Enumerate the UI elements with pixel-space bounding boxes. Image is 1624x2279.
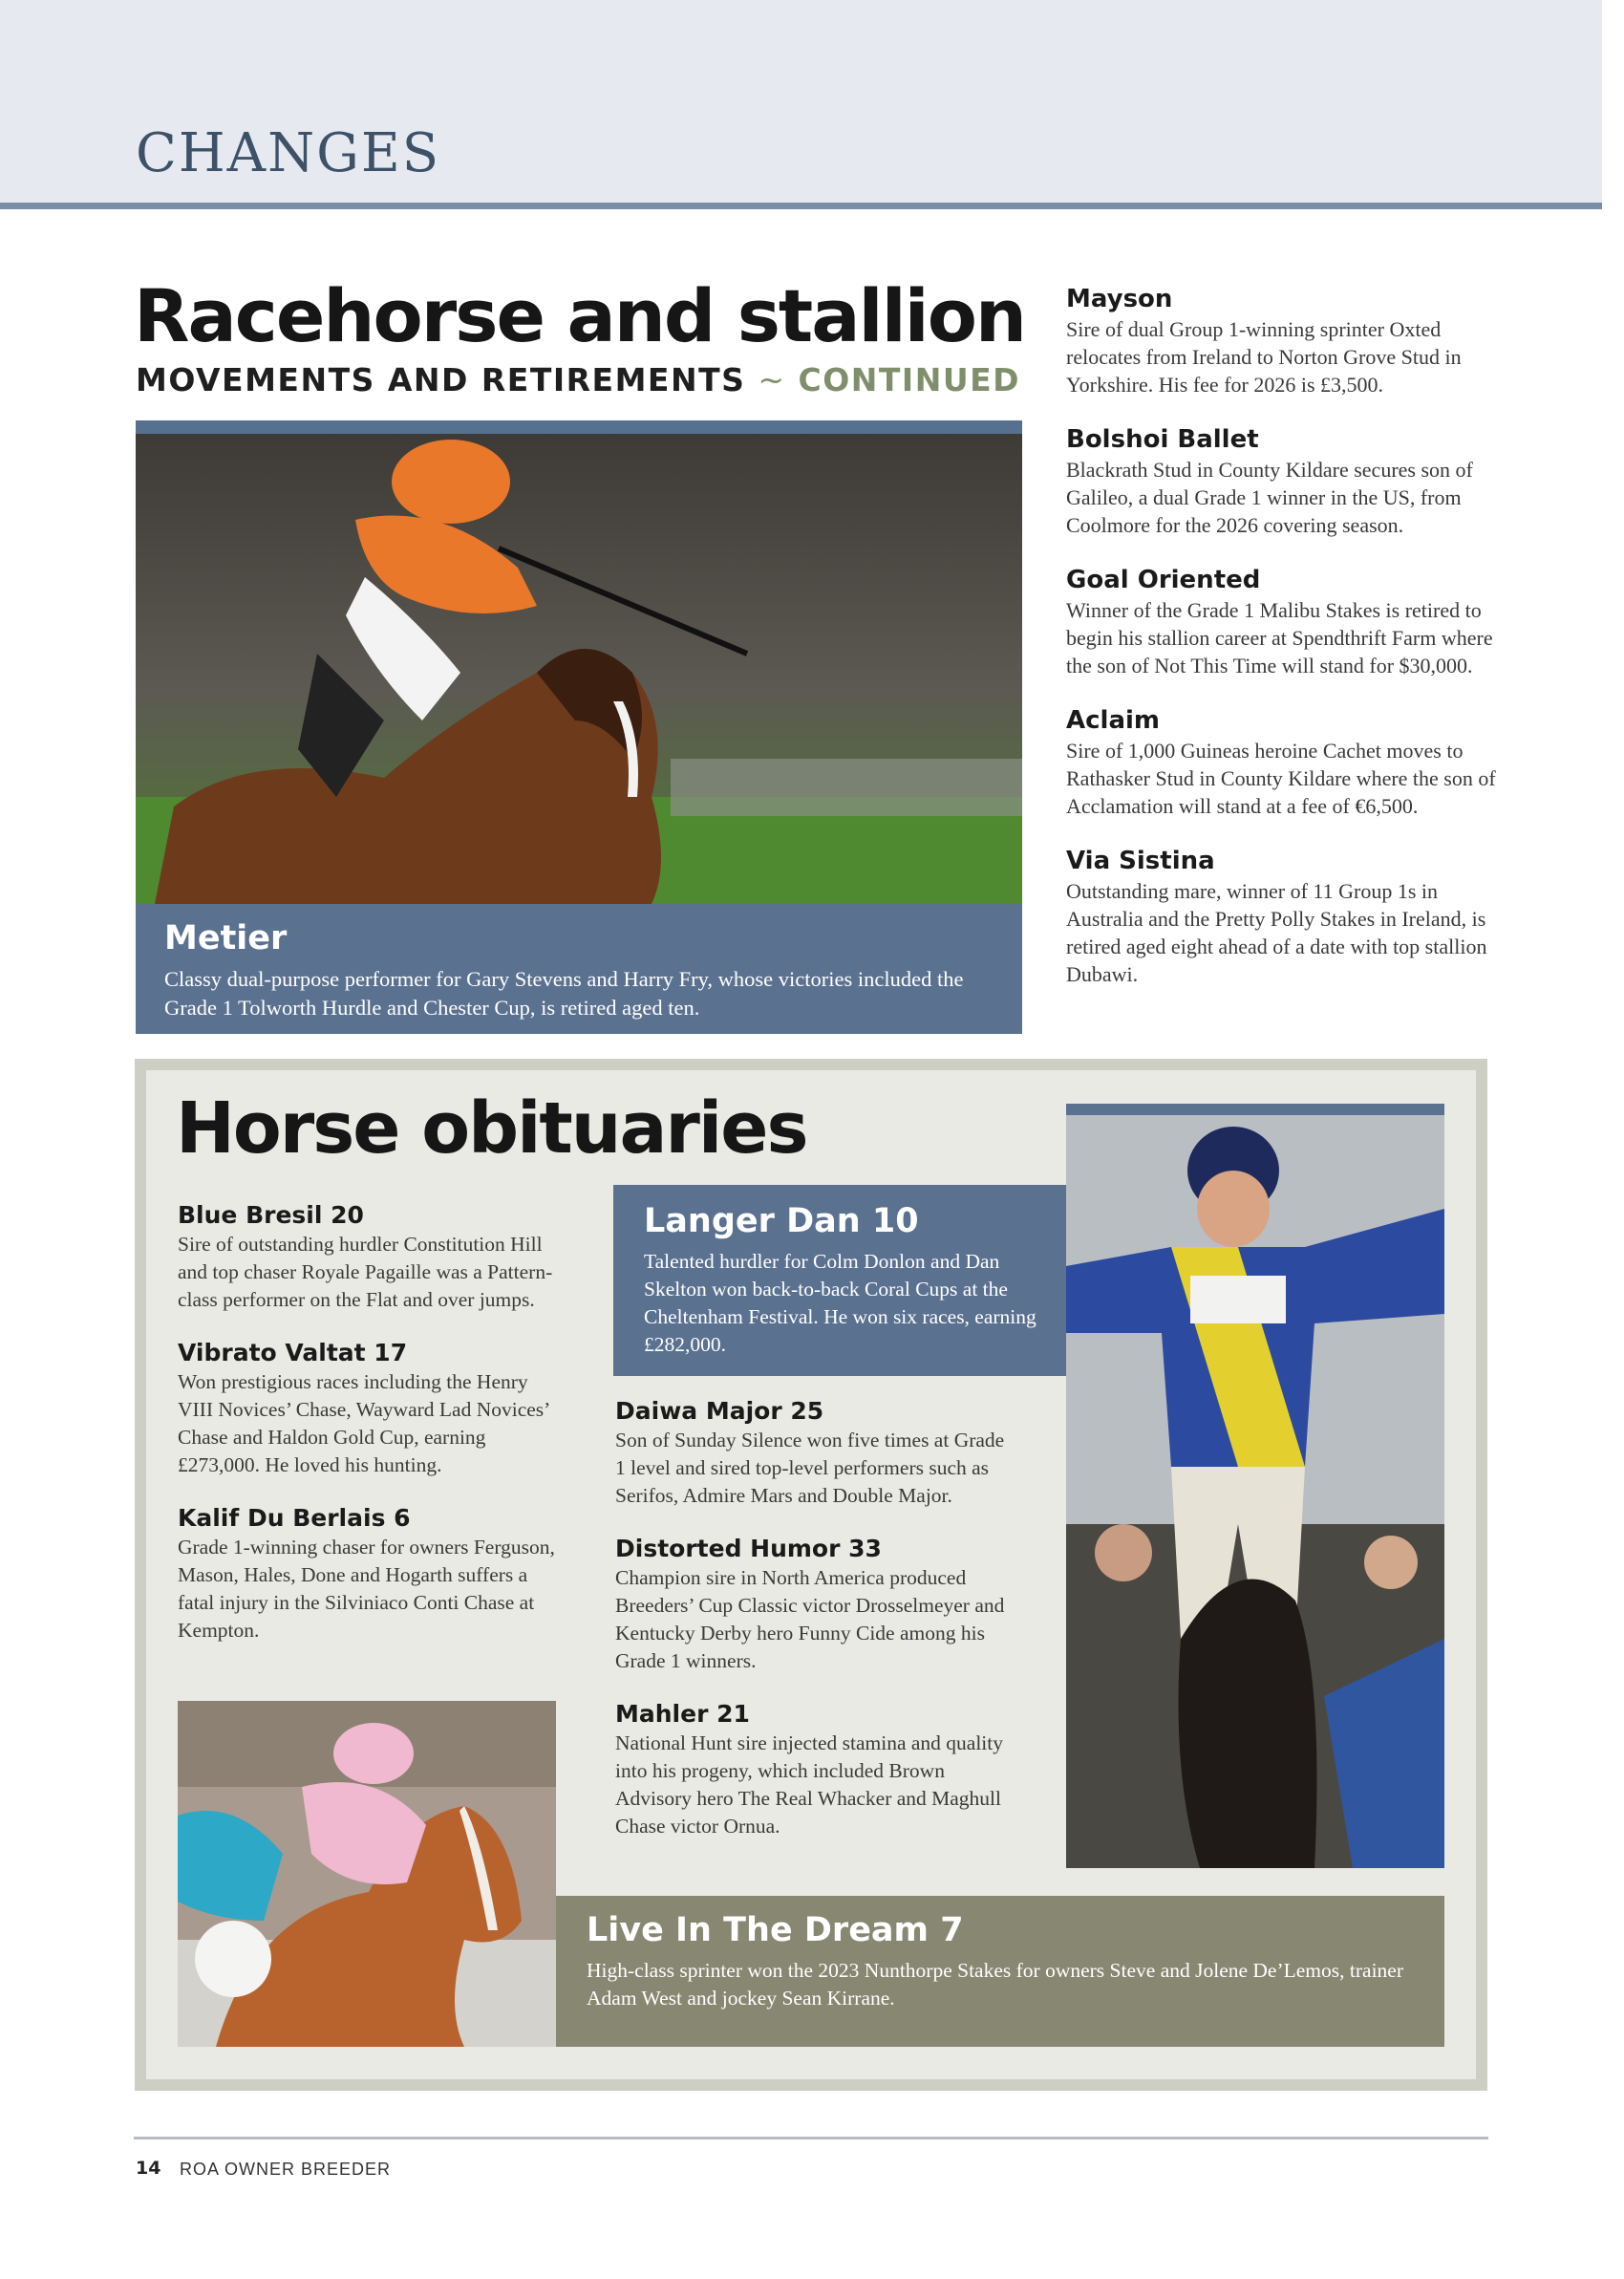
movement-text: Sire of dual Group 1-winning sprinter Oxted relocates from Ireland to Norton Grove Stud in Yorkshire. His fee for 2026 is £3,500.	[1066, 317, 1462, 397]
jockey-image	[1066, 1104, 1444, 1868]
feature-topbar	[136, 420, 1022, 434]
obituary-name: Mahler 21	[615, 1700, 750, 1728]
movement-text: Outstanding mare, winner of 11 Group 1s in Australia and the Pretty Polly Stakes in Ireland, is retired aged eight ahead of a date with top stallion Dubawi.	[1066, 879, 1487, 986]
obituaries-left-column	[178, 1199, 560, 1667]
section-title: CHANGES	[136, 122, 441, 184]
racehorse-image	[136, 434, 1022, 904]
obituary-highlight-box	[613, 1185, 1066, 1376]
obituary-horse-photo	[178, 1701, 556, 2047]
movement-text: Sire of 1,000 Guineas heroine Cachet moves to Rathasker Stud in County Kildare where the son of Acclamation will stand at a fee of €6,500.	[1066, 739, 1496, 818]
obituary-text: Grade 1-winning chaser for owners Ferguson, Mason, Hales, Done and Hogarth suffers a fatal injury in the Silviniaco Conti Chase at Kempton.	[178, 1536, 555, 1642]
movement-name: Aclaim	[1066, 706, 1160, 735]
movement-entry	[1066, 423, 1506, 539]
bottom-obituary-text: High-class sprinter won the 2023 Nunthorpe Stakes for owners Steve and Jolene De’Lemos, trainer Adam West and jockey Sean Kirrane.	[587, 1959, 1404, 2010]
obituary-name: Distorted Humor 33	[615, 1535, 882, 1562]
movement-text: Blackrath Stud in County Kildare secures son of Galileo, a dual Grade 1 winner in the US, from Coolmore for the 2026 covering season.	[1066, 458, 1473, 537]
subhead-tilde: ~	[758, 361, 786, 398]
feature-caption-text: Classy dual-purpose performer for Gary Stevens and Harry Fry, whose victories included the Grade 1 Tolworth Hurdle and Chester Cup, is retired aged ten.	[164, 967, 964, 1020]
footer-rule	[134, 2137, 1488, 2139]
movement-name: Goal Oriented	[1066, 566, 1261, 594]
movement-name: Via Sistina	[1066, 847, 1215, 875]
movement-text: Winner of the Grade 1 Malibu Stakes is retired to begin his stallion career at Spendthrift Farm where the son of Not This Time will stand for $30,000.	[1066, 598, 1493, 677]
obituary-entry	[178, 1199, 560, 1314]
feature-caption	[136, 904, 1022, 1034]
obituary-entry	[615, 1395, 1016, 1510]
movement-entry	[1066, 845, 1506, 988]
obituary-text: Won prestigious races including the Henry VIII Novices’ Chase, Wayward Lad Novices’ Chase and Haldon Gold Cup, earning £273,000. He loved his hunting.	[178, 1370, 549, 1476]
obituaries-title: Horse obituaries	[176, 1087, 807, 1170]
feature-photo-block	[136, 420, 1022, 1034]
movement-entry	[1066, 704, 1506, 820]
obituary-entry	[615, 1698, 1016, 1840]
obituary-entry	[178, 1337, 560, 1479]
page-subhead	[136, 361, 1020, 398]
page-headline: Racehorse and stallion	[134, 273, 1026, 358]
movements-column	[1066, 283, 1506, 1013]
obituary-name: Daiwa Major 25	[615, 1397, 824, 1425]
obituary-entry	[178, 1502, 560, 1645]
obituary-horse-image	[178, 1701, 556, 2047]
feature-caption-title: Metier	[164, 919, 288, 957]
obituaries-middle-column	[615, 1395, 1016, 1863]
obituary-text: Sire of outstanding hurdler Constitution Hill and top chaser Royale Pagaille was a Pattern-class performer on the Flat and over jumps.	[178, 1233, 553, 1311]
movement-entry	[1066, 564, 1506, 679]
header-rule	[0, 203, 1602, 209]
obituary-bottom-box	[556, 1896, 1444, 2047]
obituary-text: Son of Sunday Silence won five times at Grade 1 level and sired top-level performers such as Serifos, Admire Mars and Double Major.	[615, 1429, 1005, 1507]
obituary-name: Blue Bresil 20	[178, 1201, 364, 1229]
page-number: 14	[136, 2158, 161, 2179]
highlight-name: Langer Dan 10	[644, 1202, 919, 1240]
magazine-name: ROA OWNER BREEDER	[180, 2160, 392, 2179]
obituary-text: National Hunt sire injected stamina and quality into his progeny, which included Brown Advisory hero The Real Whacker and Maghull Chase victor Ornua.	[615, 1731, 1004, 1838]
subhead-main: MOVEMENTS AND RETIREMENTS	[136, 361, 746, 398]
racehorse-photo	[136, 434, 1022, 904]
highlight-text: Talented hurdler for Colm Donlon and Dan Skelton won back-to-back Coral Cups at the Cheltenham Festival. He won six races, earning £282,000.	[644, 1250, 1036, 1356]
movement-name: Mayson	[1066, 285, 1173, 313]
obituary-text: Champion sire in North America produced Breeders’ Cup Classic victor Drosselmeyer and Kentucky Derby hero Funny Cide among his Grade 1 winners.	[615, 1566, 1005, 1672]
bottom-obituary-name: Live In The Dream 7	[587, 1911, 964, 1949]
movement-name: Bolshoi Ballet	[1066, 425, 1259, 454]
obituary-entry	[615, 1533, 1016, 1675]
obituary-name: Kalif Du Berlais 6	[178, 1504, 411, 1532]
obituary-name: Vibrato Valtat 17	[178, 1339, 408, 1366]
subhead-continued: CONTINUED	[798, 361, 1021, 398]
movement-entry	[1066, 283, 1506, 398]
jockey-celebration-photo	[1066, 1104, 1444, 1868]
